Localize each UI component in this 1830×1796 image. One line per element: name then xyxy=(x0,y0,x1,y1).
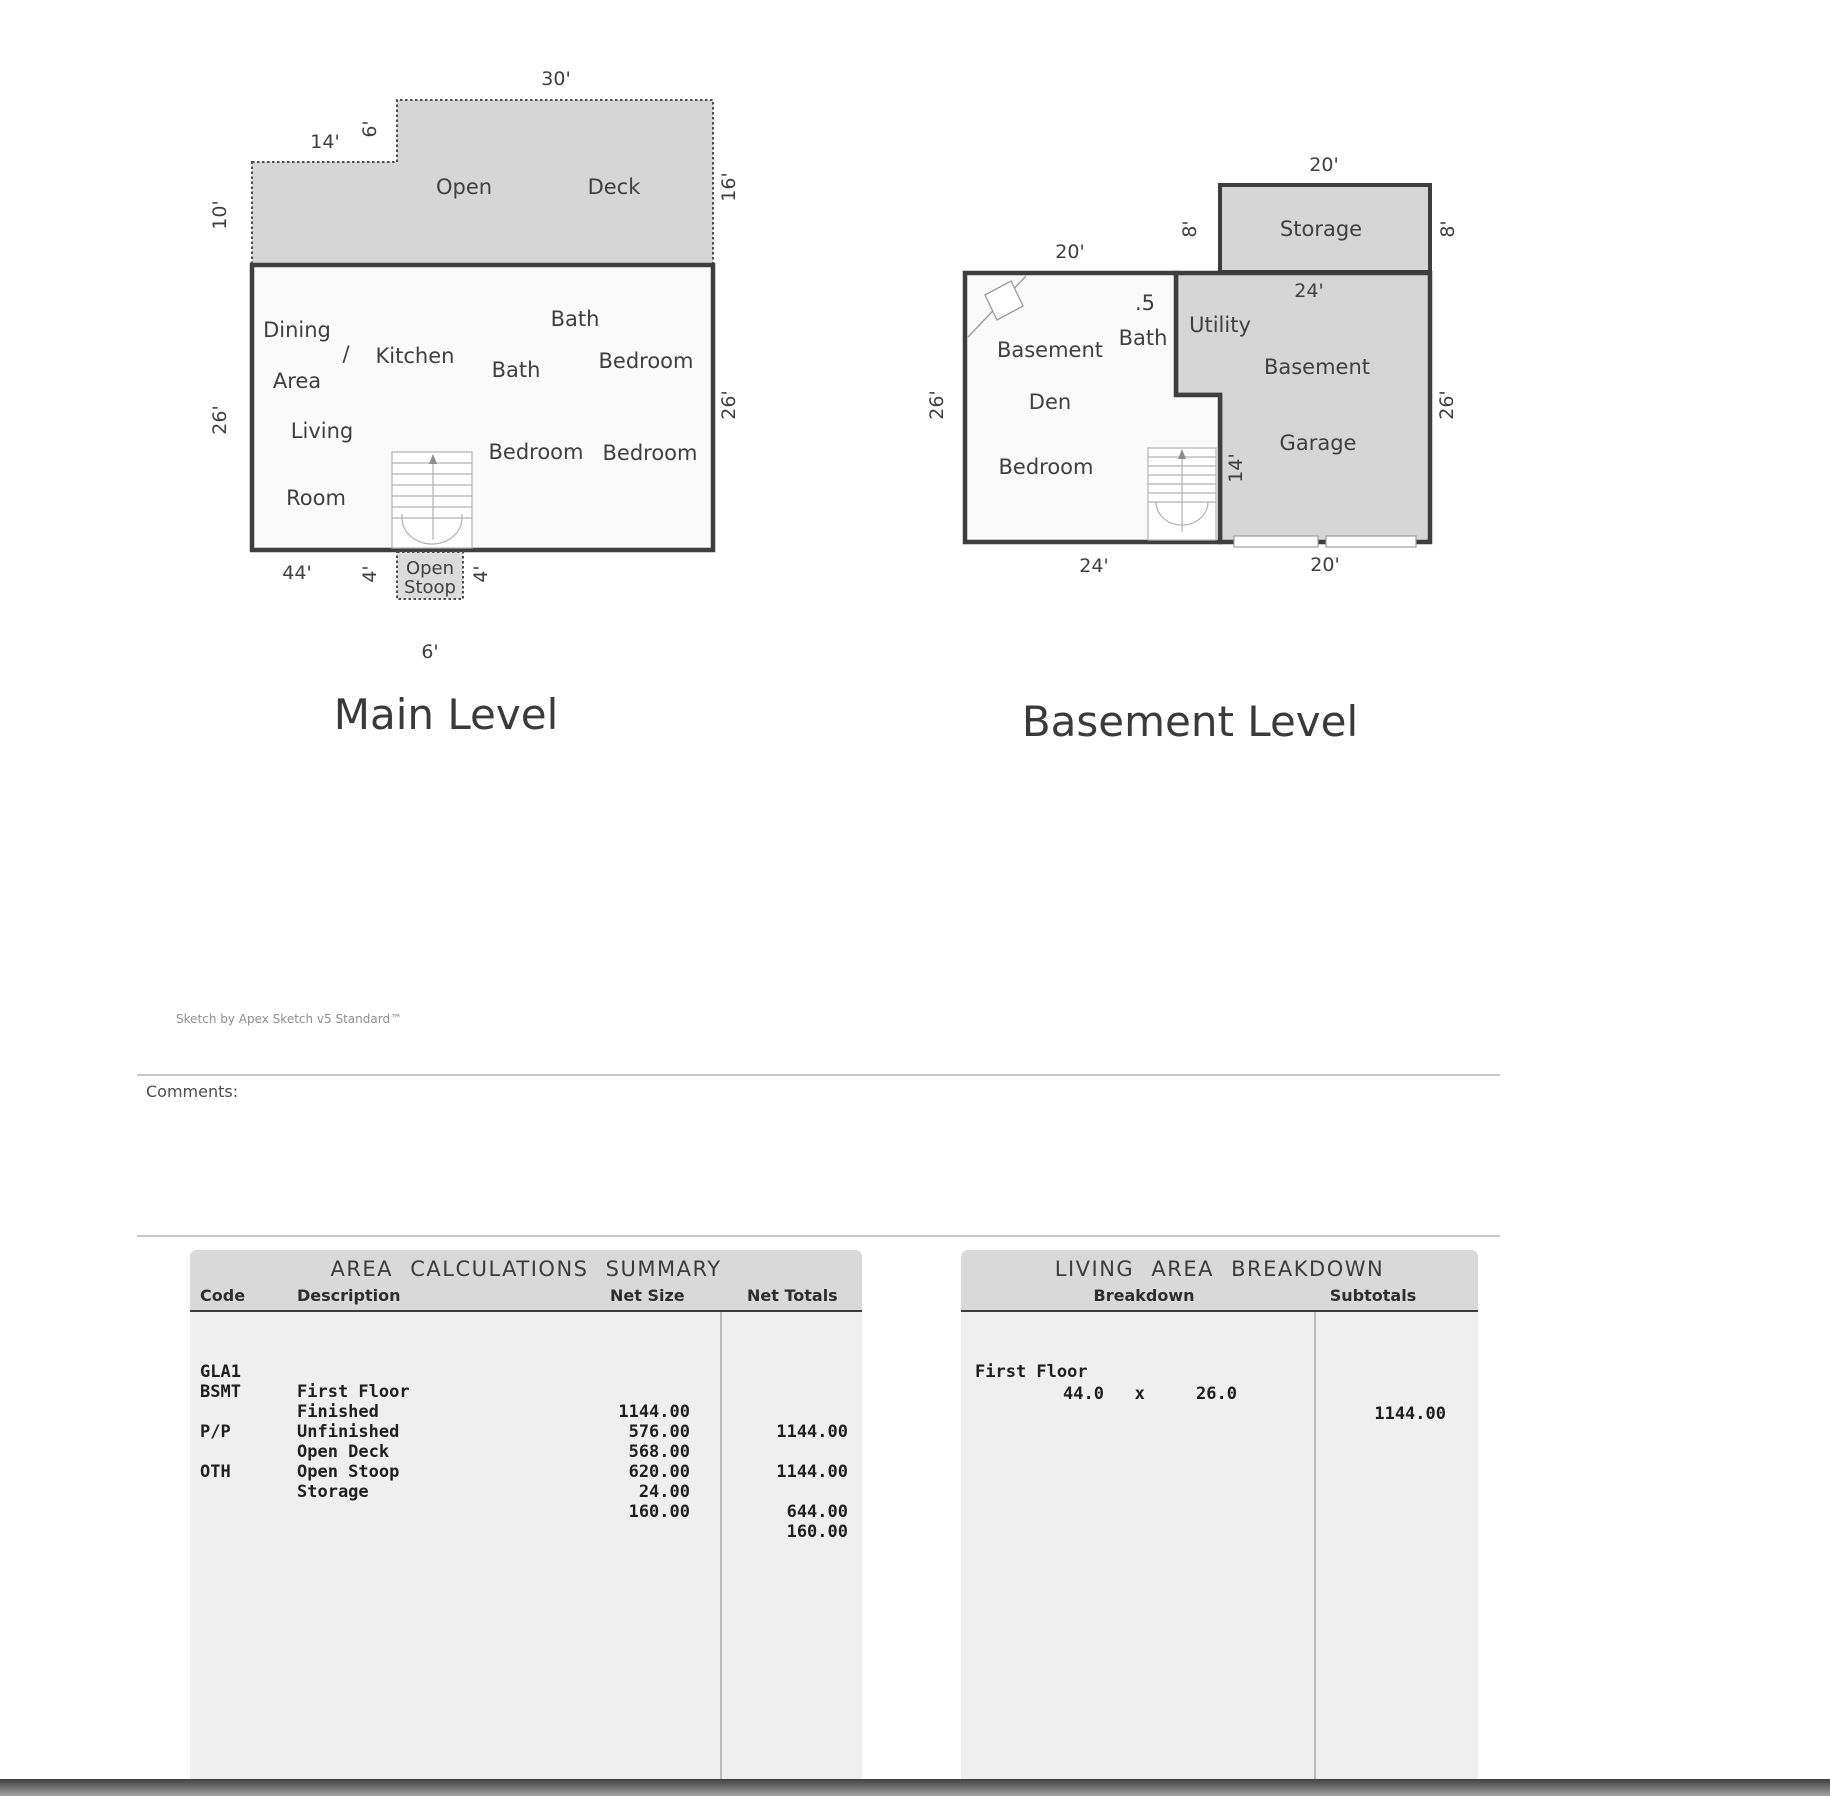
dim-storage-left: 8' xyxy=(1179,220,1201,238)
comments-label: Comments: xyxy=(146,1082,239,1101)
dim-garage-top: 24' xyxy=(1294,280,1324,302)
dim-deck-left: 10' xyxy=(209,200,231,230)
summary-col-net-totals: Net Totals xyxy=(747,1286,838,1305)
label-garage: Garage xyxy=(1279,431,1357,455)
summary-col-description: Description xyxy=(297,1286,401,1305)
sketch-credit: Sketch by Apex Sketch v5 Standard™ xyxy=(176,1012,403,1026)
label-open: Open xyxy=(435,175,493,199)
dim-main-right: 26' xyxy=(718,390,740,420)
summary-table-body xyxy=(190,1312,862,1779)
label-den: Den xyxy=(1028,390,1072,414)
breakdown-column-divider xyxy=(1314,1312,1316,1779)
dim-storage-right: 8' xyxy=(1437,220,1459,238)
label-bath-top: Bath xyxy=(550,307,600,331)
dim-stoop-right: 4' xyxy=(470,565,492,583)
dim-stoop-width: 6' xyxy=(421,641,439,663)
dim-step-height: 6' xyxy=(359,120,381,138)
comments-divider-top xyxy=(137,1074,1500,1076)
cell-code: BSMT xyxy=(200,1382,241,1402)
cell-calc: 44.0 x 26.0 xyxy=(1063,1384,1237,1404)
label-living: Living xyxy=(290,419,354,443)
cell-size: 1144.00 xyxy=(618,1402,690,1422)
breakdown-col-subtotals: Subtotals xyxy=(1329,1286,1417,1305)
summary-col-net-size: Net Size xyxy=(610,1286,685,1305)
label-kitchen: Kitchen xyxy=(375,344,455,368)
cell-total: 644.00 xyxy=(786,1502,848,1522)
living-area-breakdown-table xyxy=(961,1250,1478,1779)
dim-deck-right: 16' xyxy=(718,172,740,202)
label-stoop-stoop: Stoop xyxy=(404,577,456,598)
label-basement-fin: Basement xyxy=(996,338,1104,362)
cell-desc: First Floor xyxy=(297,1382,410,1402)
comments-divider-bottom xyxy=(137,1235,1500,1237)
label-bath-mid: Bath xyxy=(491,358,541,382)
table-row xyxy=(961,1322,1478,1382)
breakdown-table-title: LIVING AREA BREAKDOWN xyxy=(1054,1257,1385,1281)
dim-garage-right: 26' xyxy=(1436,390,1458,420)
cell-desc: Storage xyxy=(297,1482,369,1502)
cell-total: 1144.00 xyxy=(776,1462,848,1482)
dim-step-width: 14' xyxy=(310,131,340,153)
cell-desc: Open Deck xyxy=(297,1442,390,1462)
main-level-plan xyxy=(209,68,740,663)
dim-storage-top: 20' xyxy=(1309,154,1339,176)
dim-main-bottom: 44' xyxy=(282,562,312,584)
dim-garage-bottom: 20' xyxy=(1310,554,1340,576)
dim-main-left: 26' xyxy=(209,405,231,435)
breakdown-table-body xyxy=(961,1312,1478,1779)
cell-desc: Unfinished xyxy=(297,1422,400,1442)
cell-label: First Floor xyxy=(975,1362,1088,1382)
cell-size: 576.00 xyxy=(628,1422,690,1442)
cell-desc: Finished xyxy=(297,1402,379,1422)
label-room: Room xyxy=(286,486,346,510)
label-slash: / xyxy=(342,342,350,366)
basement-level-title: Basement Level xyxy=(1021,697,1359,746)
floor-plan-canvas xyxy=(0,0,1550,800)
label-utility: Utility xyxy=(1189,313,1251,337)
cell-desc: Open Stoop xyxy=(297,1462,400,1482)
label-bedroom-bm: Bedroom xyxy=(488,440,584,464)
cell-code: OTH xyxy=(200,1462,231,1482)
main-level-title: Main Level xyxy=(333,690,559,739)
label-stoop-open: Open xyxy=(405,558,455,579)
dim-stairs: 14' xyxy=(1225,453,1247,483)
cell-size: 620.00 xyxy=(628,1462,690,1482)
cell-total: 160.00 xyxy=(786,1522,848,1542)
cell-subtotal: 1144.00 xyxy=(1374,1404,1446,1424)
label-bedroom-br: Bedroom xyxy=(602,441,698,465)
dim-stoop-left: 4' xyxy=(359,565,381,583)
summary-table-header xyxy=(190,1250,862,1312)
basement-stairs xyxy=(1148,448,1216,540)
label-dining: Dining xyxy=(263,318,331,342)
dim-fin-left: 26' xyxy=(926,390,948,420)
breakdown-table-header xyxy=(961,1250,1478,1312)
label-basement-gar: Basement xyxy=(1263,355,1371,379)
dim-fin-bottom: 24' xyxy=(1079,555,1109,577)
main-stairs xyxy=(392,452,472,548)
label-half: .5 xyxy=(1134,291,1156,315)
window-bottom-bar xyxy=(0,1779,1830,1796)
breakdown-col-breakdown: Breakdown xyxy=(1093,1286,1195,1305)
label-bedroom-bsmt: Bedroom xyxy=(998,455,1094,479)
cell-size: 160.00 xyxy=(628,1502,690,1522)
label-storage: Storage xyxy=(1279,217,1363,241)
summary-col-code: Code xyxy=(200,1286,246,1305)
cell-size: 568.00 xyxy=(628,1442,690,1462)
basement-level-plan xyxy=(926,154,1459,577)
label-deck: Deck xyxy=(587,175,641,199)
summary-table-title: AREA CALCULATIONS SUMMARY xyxy=(330,1257,722,1281)
label-bath: Bath xyxy=(1118,326,1168,350)
area-calculations-summary-table xyxy=(190,1250,862,1779)
label-bedroom-tr: Bedroom xyxy=(598,349,694,373)
cell-code: GLA1 xyxy=(200,1362,241,1382)
cell-total: 1144.00 xyxy=(776,1422,848,1442)
cell-size: 24.00 xyxy=(638,1482,690,1502)
dim-deck-top: 30' xyxy=(541,68,571,90)
dim-fin-top: 20' xyxy=(1055,241,1085,263)
cell-code: P/P xyxy=(200,1422,231,1442)
label-area: Area xyxy=(272,369,322,393)
